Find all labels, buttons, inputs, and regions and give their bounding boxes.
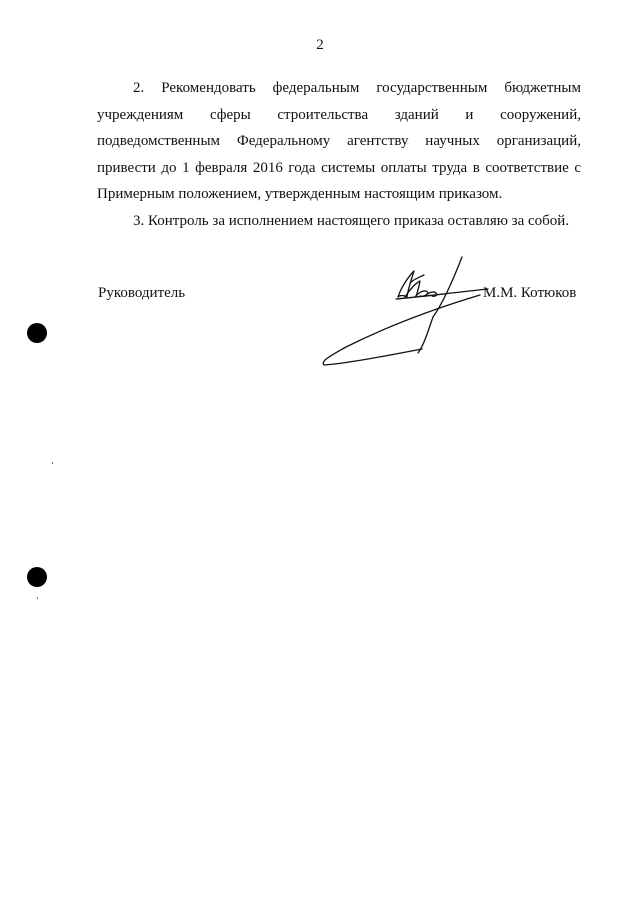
signer-role: Руководитель [98,285,186,301]
punch-hole-bottom [27,567,47,587]
punch-hole-top [27,323,47,343]
paragraph-recommendation: 2. Рекомендовать федеральным государственным бюджетным учреждениям сферы строительства зданий и сооружений, подведомственным Федеральному агентству научных организаций, привести до 1 февраля 2016 года системы оплаты труда в соответствие с Примерным положением, утвержденным настоящим приказом. [97,80,581,202]
page-number: 2 [316,37,324,53]
scan-speck [37,597,38,599]
document-body [97,75,581,234]
scan-speck [52,462,53,464]
paragraph-control: 3. Контроль за исполнением настоящего приказа оставляю за собой. [133,212,570,229]
signer-name: М.М. Котюков [483,285,577,301]
signature-image [310,245,510,375]
